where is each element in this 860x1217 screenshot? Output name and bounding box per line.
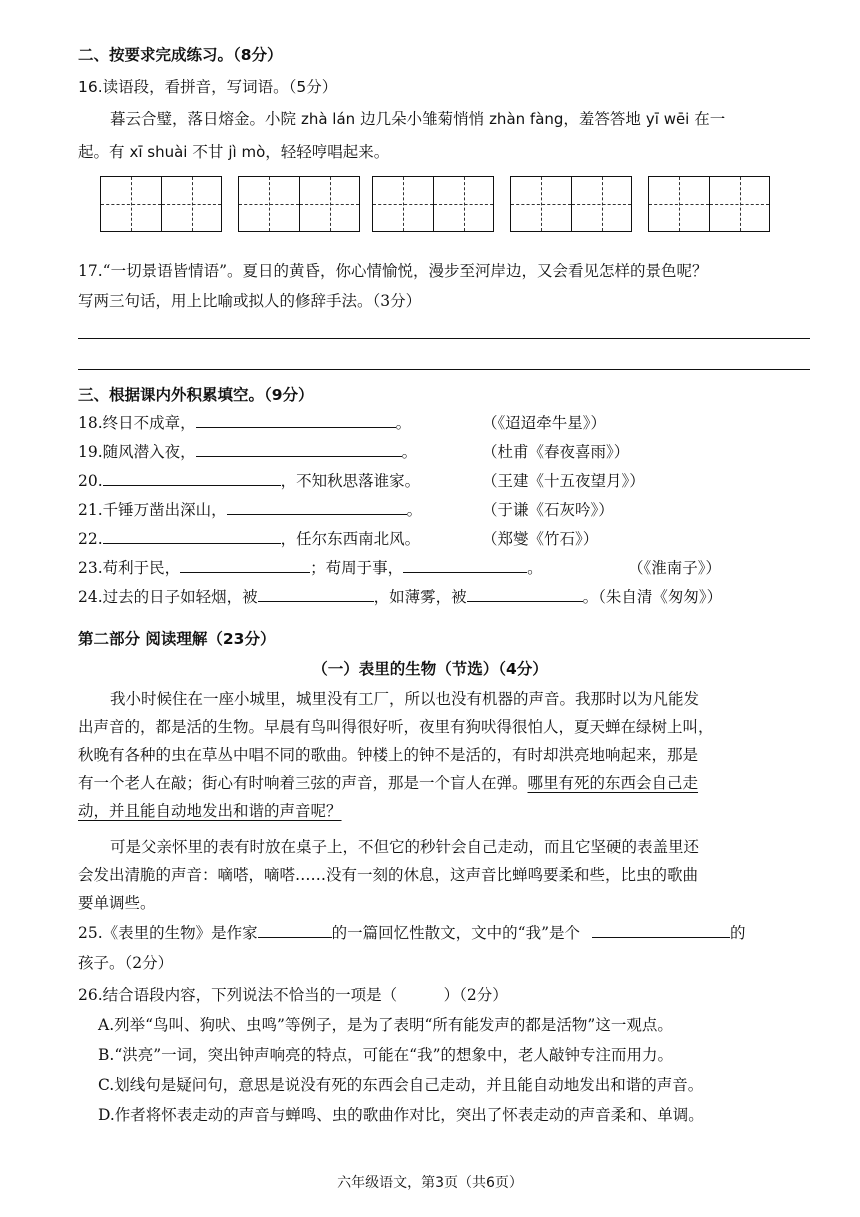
underlined-sentence-part1: 哪里有死的东西会自己走 bbox=[527, 774, 699, 792]
q17-line2: 写两三句话，用上比喻或拟人的修辞手法。（3分） bbox=[78, 292, 422, 310]
passage-p1-line4: 有一个老人在敲；街心有时响着三弦的声音，那是一个盲人在弹。哪里有死的东西会自己走 bbox=[78, 774, 699, 792]
pinyin-yiwei: yī wēi bbox=[645, 110, 690, 128]
q19: 19.随风潜入夜， 。 bbox=[78, 443, 418, 461]
q24-blank-1[interactable] bbox=[258, 586, 374, 602]
writing-grid-3[interactable] bbox=[372, 176, 494, 232]
q25-blank-1[interactable] bbox=[258, 922, 332, 938]
q21-source: （于谦《石灰吟》） bbox=[482, 501, 614, 519]
answer-line-2[interactable] bbox=[78, 369, 810, 370]
q20-source: （王建《十五夜望月》） bbox=[482, 472, 645, 490]
passage-p1-line3: 秋晚有各种的虫在草丛中唱不同的歌曲。钟楼上的钟不是活的，有时却洪亮地响起来，那是 bbox=[78, 746, 699, 764]
passage-p1-line2: 出声音的，都是活的生物。早晨有鸟叫得很好听，夜里有狗吠得很怕人，夏天蝉在绿树上叫， bbox=[78, 718, 714, 736]
q19-source: （杜甫《春夜喜雨》） bbox=[482, 443, 630, 461]
writing-grid-1[interactable] bbox=[100, 176, 222, 232]
q16-text-line2: 起。有 xī shuài 不甘 jì mò，轻轻哼唱起来。 bbox=[78, 143, 390, 161]
writing-grid-5[interactable] bbox=[648, 176, 770, 232]
underlined-sentence-part2: 动，并且能自动地发出和谐的声音呢？ bbox=[78, 802, 342, 820]
q26-option-b[interactable]: B.“洪亮”一词，突出钟声响亮的特点，可能在“我”的想象中，老人敲钟专注而用力。 bbox=[98, 1046, 674, 1064]
section-2-heading: 二、按要求完成练习。（8分） bbox=[78, 46, 283, 64]
pinyin-zhalan: zhà lán bbox=[300, 110, 356, 128]
pinyin-zhanfang: zhàn fàng bbox=[489, 110, 564, 128]
q18-blank[interactable] bbox=[196, 412, 396, 428]
q22-blank[interactable] bbox=[103, 528, 281, 544]
q21: 21.千锤万凿出深山， 。 bbox=[78, 501, 423, 519]
q22: 22. ，任尔东西南北风。 bbox=[78, 530, 421, 548]
q26-option-a[interactable]: A.列举“鸟叫、狗吠、虫鸣”等例子，是为了表明“所有能发声的都是活物”这一观点。 bbox=[98, 1016, 673, 1034]
q24: 24.过去的日子如轻烟，被 ，如薄雾，被 。（朱自清《匆匆》） bbox=[78, 588, 723, 606]
writing-grid-4[interactable] bbox=[510, 176, 632, 232]
q25: 25.《表里的生物》是作家 的一篇回忆性散文，文中的“我”是个 的 bbox=[78, 924, 746, 942]
q26-option-d[interactable]: D.作者将怀表走动的声音与蝉鸣、虫的歌曲作对比，突出了怀表走动的声音柔和、单调。 bbox=[98, 1106, 704, 1124]
writing-grid-2[interactable] bbox=[238, 176, 360, 232]
q25-line2: 孩子。（2分） bbox=[78, 954, 174, 972]
q23-blank-2[interactable] bbox=[403, 557, 527, 573]
passage-p1-line5 bbox=[78, 800, 820, 822]
passage-p2-line2: 会发出清脆的声音：嘀嗒，嘀嗒……没有一刻的休息，这声音比蝉鸣要柔和些，比虫的歌曲 bbox=[78, 866, 699, 884]
q20-blank[interactable] bbox=[103, 470, 281, 486]
q23: 23.苟利于民， ；苟周于事， 。 bbox=[78, 559, 543, 577]
q23-blank-1[interactable] bbox=[180, 557, 310, 573]
q23-source: （《淮南子》） bbox=[628, 559, 722, 577]
pinyin-jimo: jì mò bbox=[228, 143, 266, 161]
section-3-heading: 三、根据课内外积累填空。（9分） bbox=[78, 386, 314, 404]
q22-source: （郑燮《竹石》） bbox=[482, 530, 599, 548]
q18-source: （《迢迢牵牛星》） bbox=[482, 414, 607, 432]
passage-p1-line1: 我小时候住在一座小城里，城里没有工厂，所以也没有机器的声音。我那时以为凡能发 bbox=[110, 690, 700, 708]
q19-blank[interactable] bbox=[196, 441, 402, 457]
q18: 18.终日不成章， 。 bbox=[78, 414, 412, 432]
passage-p2-line3: 要单调些。 bbox=[78, 894, 156, 912]
q21-blank[interactable] bbox=[227, 499, 407, 515]
q16-prompt: 16.读语段，看拼音，写词语。（5分） bbox=[78, 78, 338, 96]
answer-line-1[interactable] bbox=[78, 338, 810, 339]
part-2-heading: 第二部分 阅读理解（23分） bbox=[78, 630, 276, 648]
q26-option-c[interactable]: C.划线句是疑问句，意思是说没有死的东西会自己走动，并且能自动地发出和谐的声音。 bbox=[98, 1076, 704, 1094]
q17-line1: 17.“一切景语皆情语”。夏日的黄昏，你心情愉悦，漫步至河岸边，又会看见怎样的景色呢？ bbox=[78, 262, 708, 280]
passage-p2-line1: 可是父亲怀里的表有时放在桌子上，不但它的秒针会自己走动，而且它坚硬的表盖里还 bbox=[110, 838, 700, 856]
pinyin-xishuai: xī shuài bbox=[129, 143, 188, 161]
q16-text-line1: 暮云合璧，落日熔金。小院 zhà lán 边几朵小雏菊悄悄 zhàn fàng，羞答答地 yī wēi 在一 bbox=[110, 110, 726, 128]
passage-title: （一）表里的生物（节选）（4分） bbox=[312, 660, 548, 678]
q26-prompt: 26.结合语段内容，下列说法不恰当的一项是（ ）（2分） bbox=[78, 986, 508, 1004]
q25-blank-2[interactable] bbox=[592, 922, 730, 938]
page-footer: 六年级语文，第3页（共6页） bbox=[337, 1175, 523, 1191]
q24-blank-2[interactable] bbox=[467, 586, 583, 602]
q20: 20. ，不知秋思落谁家。 bbox=[78, 472, 421, 490]
